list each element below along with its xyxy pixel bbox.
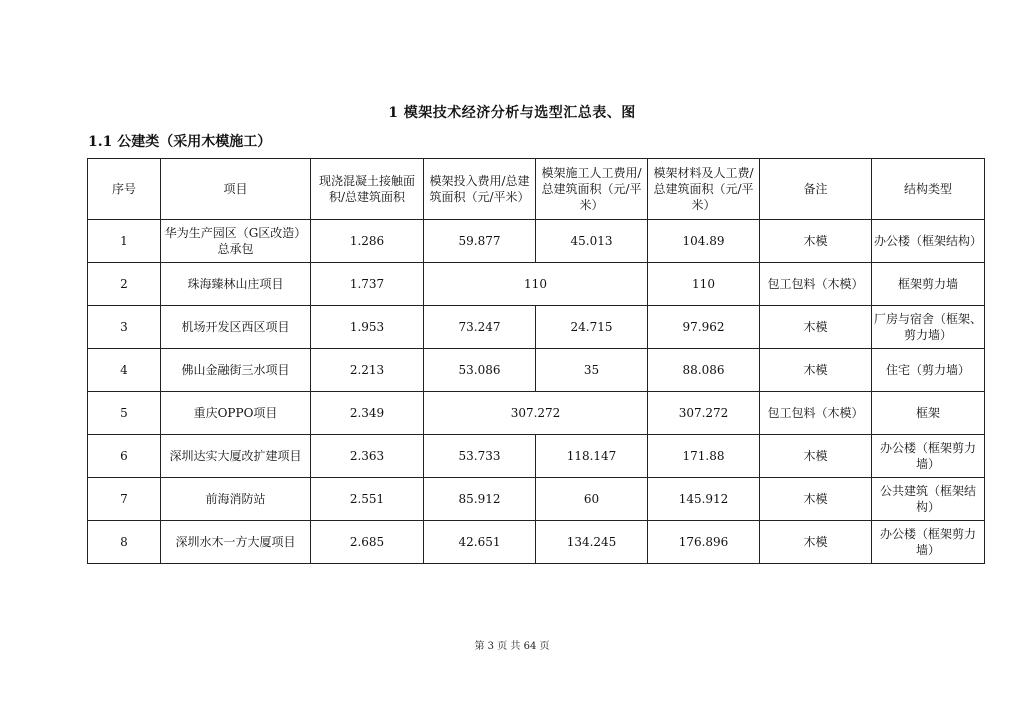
- cell-project: 华为生产园区（G区改造）总承包: [161, 220, 311, 263]
- cell-project: 佛山金融街三水项目: [161, 349, 311, 392]
- page-footer: 第 3 页 共 64 页: [474, 641, 550, 652]
- table-header-row: [88, 159, 985, 220]
- cell-note: 木模: [760, 435, 872, 478]
- table-row: [88, 263, 985, 306]
- cell-ratio: 1.286: [311, 220, 424, 263]
- cell-project: 机场开发区西区项目: [161, 306, 311, 349]
- header-cell-no: 序号: [88, 159, 161, 220]
- cell-project: 珠海臻林山庄项目: [161, 263, 311, 306]
- header-cell-note: 备注: [760, 159, 872, 220]
- cell-cost: 73.247: [424, 306, 536, 349]
- cell-total: 88.086: [648, 349, 760, 392]
- summary-table: [87, 158, 985, 564]
- header-cell-structure: 结构类型: [872, 159, 985, 220]
- section-heading: 1.1 公建类（采用木模施工）: [88, 134, 272, 150]
- cell-note: 木模: [760, 220, 872, 263]
- cell-total: 104.89: [648, 220, 760, 263]
- cell-no: 1: [88, 220, 161, 263]
- cell-labor: 24.715: [536, 306, 648, 349]
- cell-note: 木模: [760, 306, 872, 349]
- cell-ratio: 2.363: [311, 435, 424, 478]
- cell-labor: 118.147: [536, 435, 648, 478]
- cell-project: 深圳达实大厦改扩建项目: [161, 435, 311, 478]
- cell-no: 7: [88, 478, 161, 521]
- cell-structure: 办公楼（框架结构）: [872, 220, 985, 263]
- cell-structure: 厂房与宿舍（框架、剪力墙）: [872, 306, 985, 349]
- cell-note: 木模: [760, 521, 872, 564]
- cell-project: 深圳水木一方大厦项目: [161, 521, 311, 564]
- cell-no: 2: [88, 263, 161, 306]
- cell-ratio: 2.551: [311, 478, 424, 521]
- cell-structure: 住宅（剪力墙）: [872, 349, 985, 392]
- table-row: [88, 435, 985, 478]
- cell-structure: 办公楼（框架剪力墙）: [872, 435, 985, 478]
- cell-no: 5: [88, 392, 161, 435]
- table-row: [88, 521, 985, 564]
- cell-cost: 42.651: [424, 521, 536, 564]
- cell-labor: 134.245: [536, 521, 648, 564]
- cell-cost: 85.912: [424, 478, 536, 521]
- cell-cost: 53.733: [424, 435, 536, 478]
- cell-note: 木模: [760, 349, 872, 392]
- header-cell-ratio: 现浇混凝土接触面积/总建筑面积: [311, 159, 424, 220]
- cell-labor: 60: [536, 478, 648, 521]
- cell-total: 307.272: [648, 392, 760, 435]
- table-row: [88, 478, 985, 521]
- cell-cost-merged: 110: [424, 263, 648, 306]
- cell-note: 木模: [760, 478, 872, 521]
- cell-project: 重庆OPPO项目: [161, 392, 311, 435]
- cell-no: 4: [88, 349, 161, 392]
- cell-structure: 框架剪力墙: [872, 263, 985, 306]
- cell-ratio: 1.737: [311, 263, 424, 306]
- cell-structure: 框架: [872, 392, 985, 435]
- cell-project: 前海消防站: [161, 478, 311, 521]
- cell-total: 171.88: [648, 435, 760, 478]
- cell-total: 145.912: [648, 478, 760, 521]
- cell-note: 包工包料（木模）: [760, 392, 872, 435]
- cell-ratio: 2.685: [311, 521, 424, 564]
- header-cell-project: 项目: [161, 159, 311, 220]
- cell-note: 包工包料（木模）: [760, 263, 872, 306]
- cell-cost-merged: 307.272: [424, 392, 648, 435]
- header-cell-cost: 模架投入费用/总建筑面积（元/平米）: [424, 159, 536, 220]
- page-heading: 1 模架技术经济分析与选型汇总表、图: [388, 105, 636, 121]
- cell-total: 110: [648, 263, 760, 306]
- cell-ratio: 2.349: [311, 392, 424, 435]
- cell-no: 8: [88, 521, 161, 564]
- table-row: [88, 392, 985, 435]
- header-cell-labor: 模架施工人工费用/总建筑面积（元/平米）: [536, 159, 648, 220]
- cell-labor: 45.013: [536, 220, 648, 263]
- table-row: [88, 306, 985, 349]
- cell-cost: 59.877: [424, 220, 536, 263]
- table-row: [88, 220, 985, 263]
- cell-no: 3: [88, 306, 161, 349]
- header-cell-total: 模架材料及人工费/总建筑面积（元/平米）: [648, 159, 760, 220]
- cell-labor: 35: [536, 349, 648, 392]
- cell-no: 6: [88, 435, 161, 478]
- cell-total: 176.896: [648, 521, 760, 564]
- cell-total: 97.962: [648, 306, 760, 349]
- cell-ratio: 2.213: [311, 349, 424, 392]
- cell-cost: 53.086: [424, 349, 536, 392]
- cell-structure: 办公楼（框架剪力墙）: [872, 521, 985, 564]
- cell-ratio: 1.953: [311, 306, 424, 349]
- table-row: [88, 349, 985, 392]
- cell-structure: 公共建筑（框架结构）: [872, 478, 985, 521]
